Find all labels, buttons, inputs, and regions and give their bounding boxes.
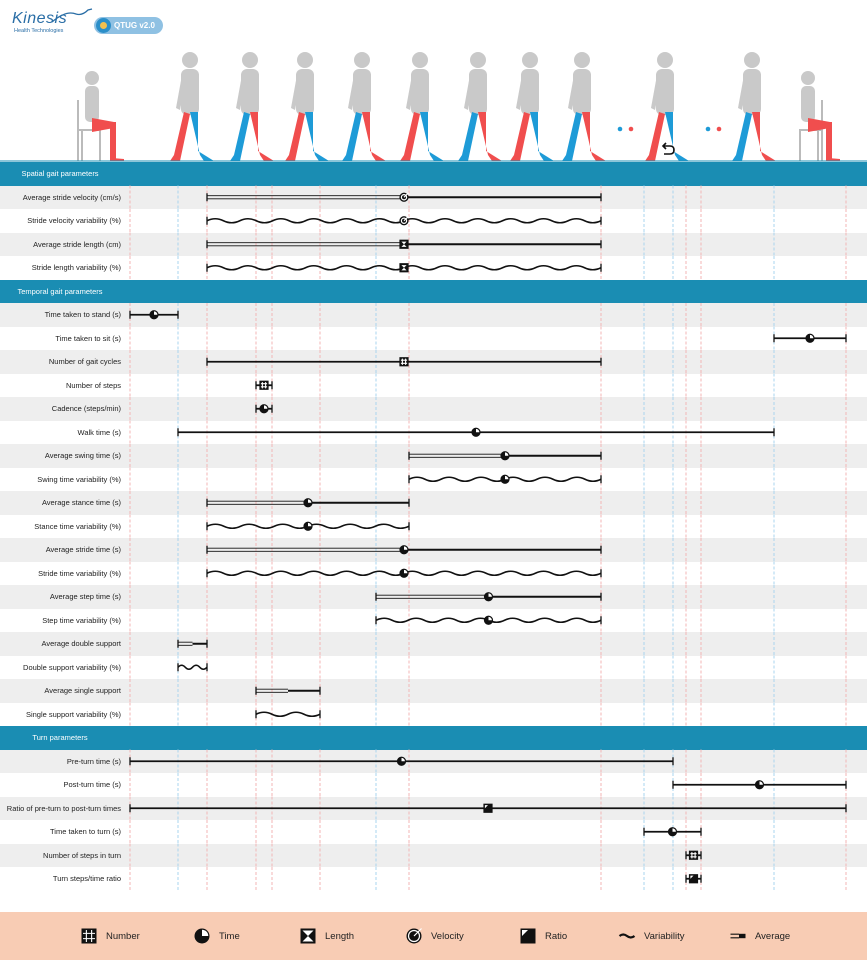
velocity-icon <box>399 216 408 225</box>
section-title: Temporal gait parameters <box>17 286 103 296</box>
legend-item-average <box>729 912 790 960</box>
legend-item-velocity <box>405 912 464 960</box>
walking-figure <box>170 52 214 161</box>
time-icon <box>755 780 764 789</box>
average-double-line <box>207 501 308 504</box>
parameter-bar <box>178 663 207 671</box>
legend-label: Variability <box>644 930 685 942</box>
parameter-bar <box>207 569 601 578</box>
ratio-icon <box>483 804 492 813</box>
average-double-line <box>207 548 404 551</box>
legend-item-time <box>193 912 240 960</box>
ellipsis-dot <box>629 127 634 132</box>
parameter-label: Average double support <box>41 639 121 648</box>
parameter-bar <box>130 757 673 766</box>
legend-item-ratio <box>519 912 567 960</box>
logo-wordmark: Kinesis <box>12 10 68 27</box>
ratio-icon <box>519 927 537 945</box>
section-title: Spatial gait parameters <box>21 169 99 178</box>
seated-figure-start <box>85 71 124 161</box>
parameter-table <box>0 162 867 910</box>
parameter-bar <box>130 804 846 813</box>
parameter-label: Swing time variability (%) <box>37 474 121 484</box>
number-icon <box>259 381 268 390</box>
time-icon <box>259 404 268 413</box>
number-icon <box>689 851 698 860</box>
time-icon <box>399 569 408 578</box>
legend-label: Ratio <box>545 930 568 942</box>
parameter-bar <box>686 874 701 883</box>
parameter-bar <box>256 381 272 390</box>
parameter-bar <box>178 428 774 437</box>
parameter-label: Stride velocity variability (%) <box>27 216 121 225</box>
ellipsis-dot <box>618 127 623 132</box>
parameter-label: Number of steps in turn <box>43 850 121 860</box>
walking-figure <box>342 52 386 161</box>
average-icon <box>729 927 747 945</box>
legend-label: Average <box>755 930 791 942</box>
parameter-bar <box>178 640 207 648</box>
parameter-bar <box>207 522 409 531</box>
parameter-bar <box>376 592 601 601</box>
time-icon <box>193 927 211 945</box>
parameter-label: Double support variability (%) <box>23 662 121 672</box>
parameter-bar <box>130 310 178 319</box>
average-double-line <box>409 454 505 457</box>
time-icon <box>471 428 480 437</box>
app-version-label: QTUG v2.0 <box>114 21 155 30</box>
parameter-label: Ratio of pre-turn to post-turn times <box>6 803 121 813</box>
ellipsis-dot <box>717 127 722 132</box>
walking-figure <box>645 52 689 161</box>
length-icon <box>399 240 408 249</box>
parameter-bar <box>673 780 846 789</box>
average-double-line <box>207 243 404 246</box>
legend-item-variability <box>618 912 684 960</box>
parameter-bar <box>207 240 601 249</box>
legend-item-number <box>80 912 140 960</box>
parameter-label: Time taken to turn (s) <box>50 827 121 836</box>
parameter-bar <box>256 710 320 718</box>
time-icon <box>149 310 158 319</box>
time-icon <box>303 498 312 507</box>
parameter-bar <box>207 357 601 366</box>
parameter-label: Step time variability (%) <box>42 615 121 625</box>
parameter-label: Time taken to sit (s) <box>55 333 121 343</box>
time-icon <box>500 451 509 460</box>
legend-bar <box>0 912 867 960</box>
parameter-bar <box>256 404 272 413</box>
walking-figure <box>732 52 776 161</box>
parameter-bar <box>409 451 601 460</box>
parameter-label: Number of gait cycles <box>48 357 121 366</box>
parameter-bar <box>409 475 601 484</box>
parameter-bar <box>376 616 601 625</box>
average-double-line <box>376 595 489 598</box>
parameter-label: Pre-turn time (s) <box>66 756 121 766</box>
legend-item-length <box>299 912 354 960</box>
parameter-label: Average stride velocity (cm/s) <box>22 192 121 202</box>
legend-label: Velocity <box>431 930 464 942</box>
parameter-bar <box>207 263 601 272</box>
time-icon <box>668 827 677 836</box>
parameter-bar <box>774 334 846 343</box>
parameter-label: Walk time (s) <box>77 427 121 437</box>
time-icon <box>484 592 493 601</box>
ratio-icon <box>689 874 698 883</box>
walking-figure <box>562 52 606 161</box>
parameter-label: Average single support <box>44 686 121 695</box>
walking-figure <box>400 52 444 161</box>
parameter-bar <box>207 545 601 554</box>
variability-wave <box>178 665 207 669</box>
parameter-bar <box>256 687 320 695</box>
walking-figures-illustration <box>0 0 867 162</box>
parameter-label: Post-turn time (s) <box>63 780 121 789</box>
parameter-bar <box>207 193 601 202</box>
time-icon <box>805 334 814 343</box>
logo-tagline: Health Technologies <box>14 28 64 34</box>
time-icon <box>484 616 493 625</box>
parameter-label: Stride time variability (%) <box>38 568 121 578</box>
parameter-label: Turn steps/time ratio <box>52 874 121 883</box>
parameter-label: Average swing time (s) <box>44 451 121 460</box>
turn-arrow-icon <box>663 143 674 154</box>
parameter-bar <box>644 827 701 836</box>
time-icon <box>303 522 312 531</box>
parameter-label: Time taken to stand (s) <box>44 310 121 319</box>
seated-figure-end <box>801 71 840 161</box>
time-icon <box>397 757 406 766</box>
section-title: Turn parameters <box>32 733 88 742</box>
parameter-bar <box>686 851 701 860</box>
walking-figure <box>285 52 329 161</box>
walking-figure <box>230 52 274 161</box>
parameter-label: Single support variability (%) <box>25 709 121 719</box>
average-double-line <box>207 196 404 199</box>
time-icon <box>399 545 408 554</box>
parameter-label: Stance time variability (%) <box>34 521 121 531</box>
variability-icon <box>618 927 636 945</box>
number-icon <box>399 357 408 366</box>
walking-figure <box>510 52 554 161</box>
time-icon <box>500 475 509 484</box>
number-icon <box>80 927 98 945</box>
parameter-label: Average stride length (cm) <box>33 239 121 249</box>
velocity-icon <box>399 193 408 202</box>
parameter-bar <box>207 498 409 507</box>
ellipsis-dot <box>706 127 711 132</box>
average-double-line <box>178 642 193 645</box>
parameter-label: Number of steps <box>65 380 121 390</box>
variability-wave <box>256 712 320 716</box>
length-icon <box>299 927 317 945</box>
parameter-label: Cadence (steps/min) <box>51 404 121 413</box>
parameter-label: Average stride time (s) <box>45 545 121 554</box>
walking-figure <box>458 52 502 161</box>
parameter-bar <box>207 216 601 225</box>
length-icon <box>399 263 408 272</box>
legend-label: Length <box>325 930 355 942</box>
velocity-icon <box>405 927 423 945</box>
legend-label: Time <box>219 930 240 942</box>
parameter-label: Average step time (s) <box>49 592 121 601</box>
parameter-timeline-chart <box>0 162 867 910</box>
parameter-label: Average stance time (s) <box>41 498 121 507</box>
parameter-label: Stride length variability (%) <box>31 263 121 272</box>
legend-label: Number <box>106 930 140 942</box>
header <box>0 0 867 162</box>
